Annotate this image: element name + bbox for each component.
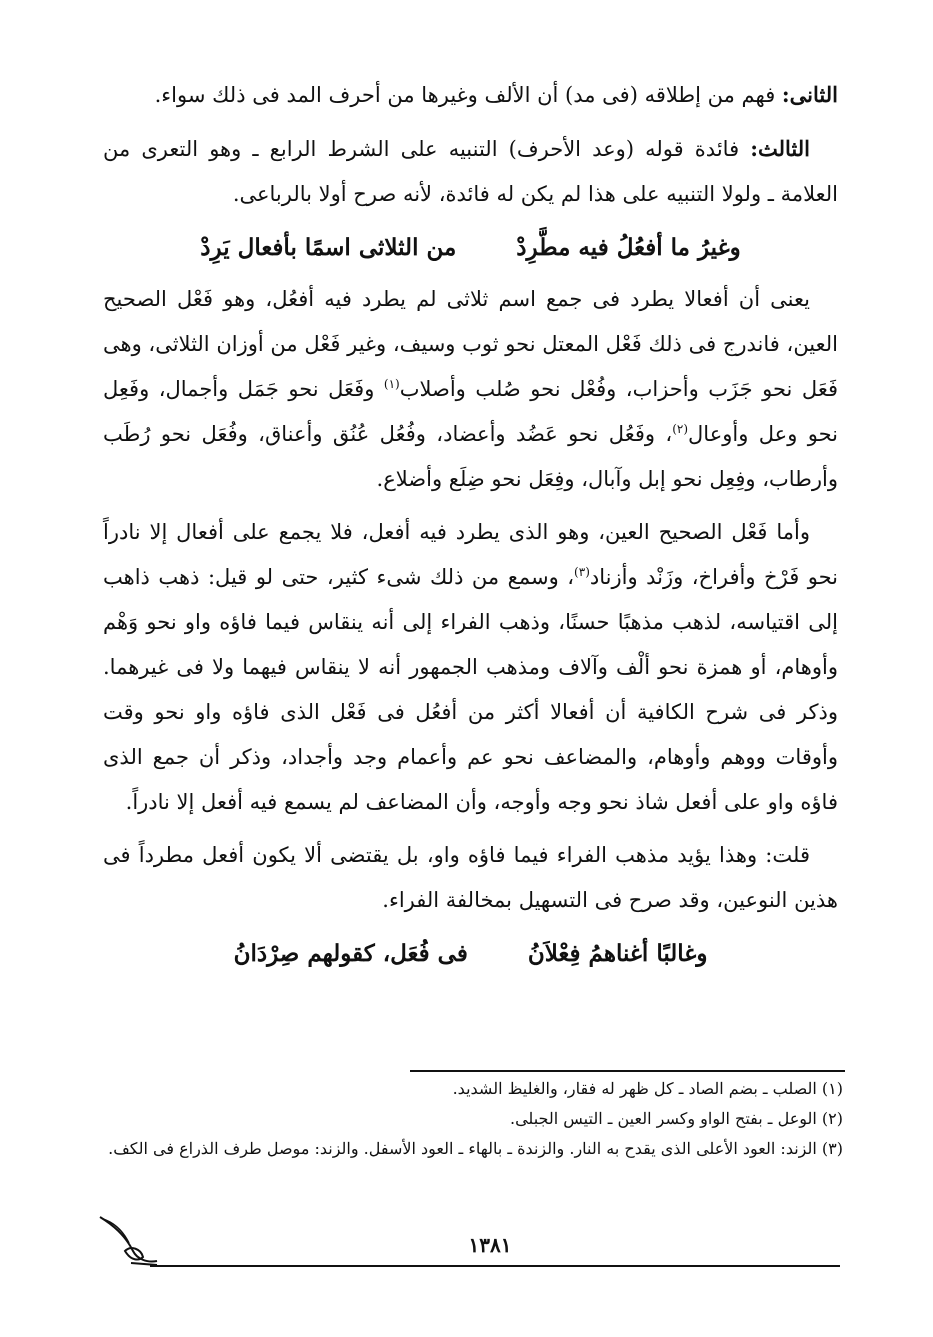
paragraph-lead: الثانى: (781, 82, 838, 107)
footnotes (103, 1074, 843, 1164)
verse-hemistich-left: فى فُعَل، كقولهم صِرْدَانُ (233, 940, 468, 967)
verse-hemistich-left: من الثلاثى اسمًا بأفعال يَرِدْ (200, 234, 457, 261)
commentary-text: يعنى أن أفعالا يطرد فى جمع اسم ثلاثى لم يطرد فيه أفعُل، وهو فَعْل الصحيح العين، فاندرج فى ذلك فَعْل المعتل نحو ثوب وسيف، وغير فَعْل من أوزان الثلاثى، وهى فَعَل نحو جَزَب وأحزاب، وفُعْل نحو صُلب وأصلاب (103, 287, 838, 401)
paragraph-text: فائدة قوله (وعد الأحرف) التنبيه على الشرط الرابع ـ وهو التعرى من العلامة ـ ولولا التنبيه على هذا لم يكن له فائدة، لأنه صرح أولا بالرباعى. (103, 137, 838, 206)
quill-icon (95, 1205, 165, 1275)
footnote-ref: (١) (383, 377, 400, 391)
footnote-divider (410, 1070, 845, 1072)
main-text (103, 72, 838, 983)
paragraph-commentary (103, 277, 838, 502)
verse-hemistich-right: وغيرُ ما أفعُلُ فيه مطَّرِدْ (516, 234, 741, 261)
commentary-text: ، وفَعُل نحو عَضُد وأعضاد، وفُعُل عُنُق وأعناق، وفُعَل نحو رُطَب وأرطاب، وفِعِل نحو إبل وآبال، وفِعَل نحو ضِلَع وأضلاع. (103, 422, 838, 491)
paragraph-second (103, 72, 838, 118)
footnote-ref: (٣) (574, 565, 590, 579)
verse-line (103, 225, 838, 271)
paragraph-lead: الثالث: (750, 136, 810, 161)
commentary-text: وفَعَل نحو جَمَل وأجمال، وفَعِل نحو وعل وأوعال (103, 377, 838, 446)
commentary-text: ، وسمع من ذلك شىء كثير، حتى لو قيل: ذهب ذاهب إلى اقتياسه، لذهب مذهبًا حسنًا، وذهب الفراء إلى أنه ينقاس فيما فاؤه واو نحو وَهْم وأوهام، أو همزة نحو ألْف وآلاف ومذهب الجمهور أنه لا ينقاس فيهما ولا فى غيرهما. وذكر فى شرح الكافية أن أفعالا أكثر من أفعُل فى فَعْل الذى فاؤه واو نحو وقت وأوقات ووهم وأوهام، والمضاعف نحو عم وأعمام وجد وأجداد، وذكر أن جمع الذى فاؤه واو على أفعل شاذ نحو وجه وأوجه، وأن المضاعف لم يسمع فيه أفعل إلا نادراً. (103, 565, 838, 814)
footnote-ref: (٢) (672, 422, 689, 436)
paragraph-note: قلت: وهذا يؤيد مذهب الفراء فيما فاؤه واو، بل يقتضى ألا يكون أفعل مطرداً فى هذين النوعين، وقد صرح فى التسهيل بمخالفة الفراء. (103, 843, 838, 912)
verse-line (103, 931, 838, 977)
page-number: ١٣٨١ (468, 1233, 512, 1257)
paragraph-third (103, 126, 838, 217)
footnote: (٢) الوعل ـ بفتح الواو وكسر العين ـ التيس الجبلى. (509, 1109, 843, 1128)
footnote: (١) الصلب ـ بضم الصاد ـ كل ظهر له فقار، والغليظ الشديد. (452, 1079, 843, 1098)
footnote: (٣) الزند: العود الأعلى الذى يقدح به النار. والزندة ـ بالهاء ـ العود الأسفل. والزند: موصل طرف الذراع فى الكف. (108, 1139, 843, 1158)
verse-hemistich-right: وغالبًا أغناهمُ فِعْلاَنُ (527, 940, 708, 967)
paragraph-commentary (103, 510, 838, 825)
page-footer-rule (150, 1265, 840, 1267)
commentary-text: وأما فَعْل الصحيح العين، وهو الذى يطرد فيه أفعل، فلا يجمع على أفعال إلا نادراً نحو فَرْخ وأفراخ، وزَنْد وأزناد (103, 520, 838, 589)
paragraph-text: فهم من إطلاقه (فى مد) أن الألف وغيرها من أحرف المد فى ذلك سواء. (154, 83, 782, 107)
